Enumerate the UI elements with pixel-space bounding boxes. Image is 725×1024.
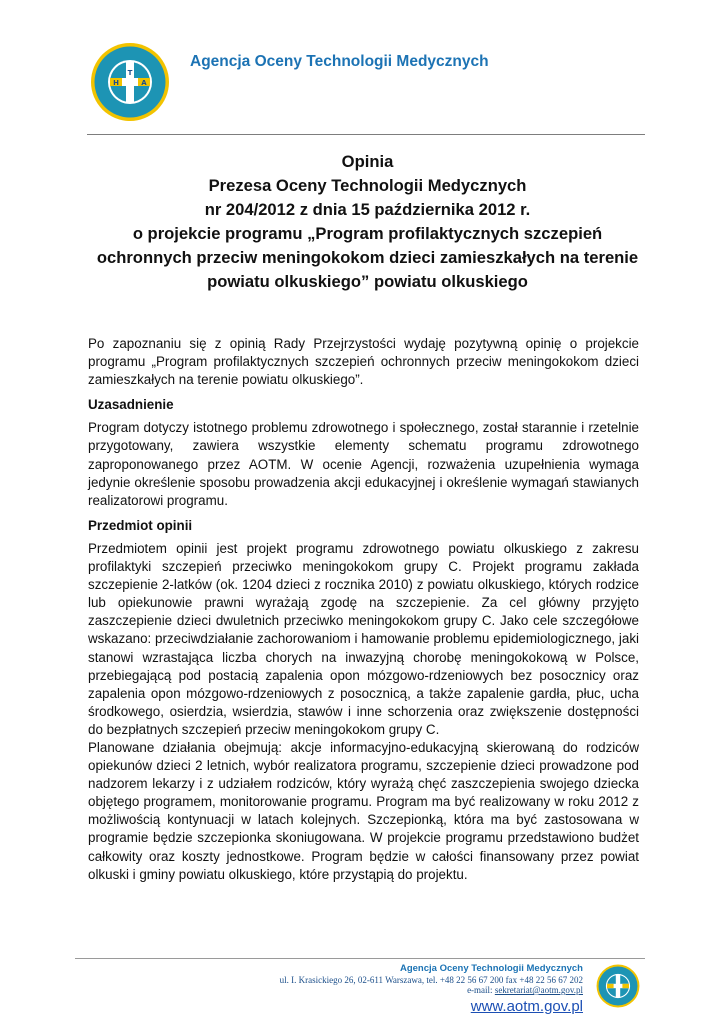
logo-letter-t: T	[127, 69, 133, 77]
page-footer	[280, 964, 583, 1016]
footer-address: ul. I. Krasickiego 26, 02-611 Warszawa, tel. +48 22 56 67 200 fax +48 22 56 67 202	[279, 974, 583, 985]
footer-email-label: e-mail:	[467, 985, 495, 995]
organization-name: Agencja Oceny Technologii Medycznych	[190, 53, 489, 70]
aotm-footer-logo-icon	[596, 964, 640, 1008]
section-heading-uzasadnienie: Uzasadnienie	[88, 397, 174, 413]
page-header	[0, 0, 725, 140]
aotm-logo-icon	[90, 42, 170, 122]
title-line-3: nr 204/2012 z dnia 15 października 2012 r.	[204, 200, 531, 219]
logo-letter-a: A	[141, 79, 147, 87]
przedmiot-paragraph-1: Przedmiotem opinii jest projekt programu zdrowotnego powiatu olkuskiego z zakresu profilaktyki szczepień przeciwko meningokokom grupy C. Projekt programu zakłada szczepienie 2-latków (ok. 1204 dzieci z rocznika 2010) z powiatu olkuskiego, których rodzice lub opiekunowie prawni wyrażają zgodę na szczepienie. Za cel główny przyjęto zaszczepienie dzieci dwuletnich przeciwko meningokokom grupy C. Jako cele szczegółowe wskazano: przeciwdziałanie zachorowaniom i hamowanie problemu epidemiologicznego, jaki stanowi wzrastająca liczba chorych na inwazyjną chorobę meningokokową w Polsce, przebiegającą pod postacią zapalenia opon mózgowo-rdzeniowych bez posocznicy oraz zapalenia opon mózgowo-rdzeniowych z posocznicą, a także zapalenie gardła, płuc, ucha środkowego, osierdzia, wsierdzia, stawów i inne schorzenia oraz zwiększenie dostępności do bezpłatnych szczepień przeciw meningokokom grupy C.	[88, 540, 639, 737]
przedmiot-paragraph-2: Planowane działania obejmują: akcje informacyjno-edukacyjną skierowaną do rodziców opiekunów dzieci 2 letnich, wybór realizatora programu, szczepienie dzieci prowadzone pod nadzorem lekarzy i z udziałem rodziców, który wyrażą chęć zaszczepienia swojego dziecka objętego programem, monitorowanie programu. Program ma być realizowany w roku 2012 z możliwością kontynuacji w latach kolejnych. Szczepionką, która ma być zastosowana w programie będzie szczepionka skoniugowana. W projekcie programu przedstawiono budżet całkowity oraz koszty jednostkowe. Program będzie w całości finansowany przez powiat olkuski i gminy powiatu olkuskiego, które przystąpią do projektu.	[88, 739, 639, 882]
title-line-2: Prezesa Oceny Technologii Medycznych	[208, 176, 527, 195]
title-line-1: Opinia	[341, 152, 394, 171]
title-line-4: o projekcie programu „Program profilaktycznych szczepień	[132, 224, 603, 243]
section-heading-przedmiot-opinii: Przedmiot opinii	[88, 517, 193, 533]
footer-email-line	[280, 985, 583, 996]
document-body	[88, 335, 639, 884]
document-title	[90, 150, 645, 294]
footer-email-link[interactable]: sekretariat@aotm.gov.pl	[494, 985, 583, 995]
title-line-6: powiatu olkuskiego” powiatu olkuskiego	[207, 272, 528, 291]
header-divider	[87, 134, 645, 135]
footer-website-link[interactable]: www.aotm.gov.pl	[470, 997, 583, 1015]
footer-divider	[75, 958, 645, 959]
footer-organization: Agencja Oceny Technologii Medycznych	[399, 963, 583, 974]
title-line-5: ochronnych przeciw meningokokom dzieci zamieszkałych na terenie	[96, 248, 639, 267]
uzasadnienie-paragraph: Program dotyczy istotnego problemu zdrowotnego i społecznego, został starannie i rzetelnie przygotowany, zawiera wszystkie elementy schematu programu zdrowotnego zaproponowanego przez AOTM. W ocenie Agencji, rozważenia uzupełnienia wymaga jedynie określenie sposobu prowadzenia akcji edukacyjnej i określenie wymagań stawianych realizatorowi programu.	[88, 420, 639, 508]
intro-paragraph: Po zapoznaniu się z opinią Rady Przejrzystości wydaję pozytywną opinię o projekcie programu „Program profilaktycznych szczepień ochronnych przeciw meningokokom dzieci zamieszkałych na terenie powiatu olkuskiego”.	[88, 336, 639, 388]
logo-letter-h: H	[113, 79, 119, 87]
